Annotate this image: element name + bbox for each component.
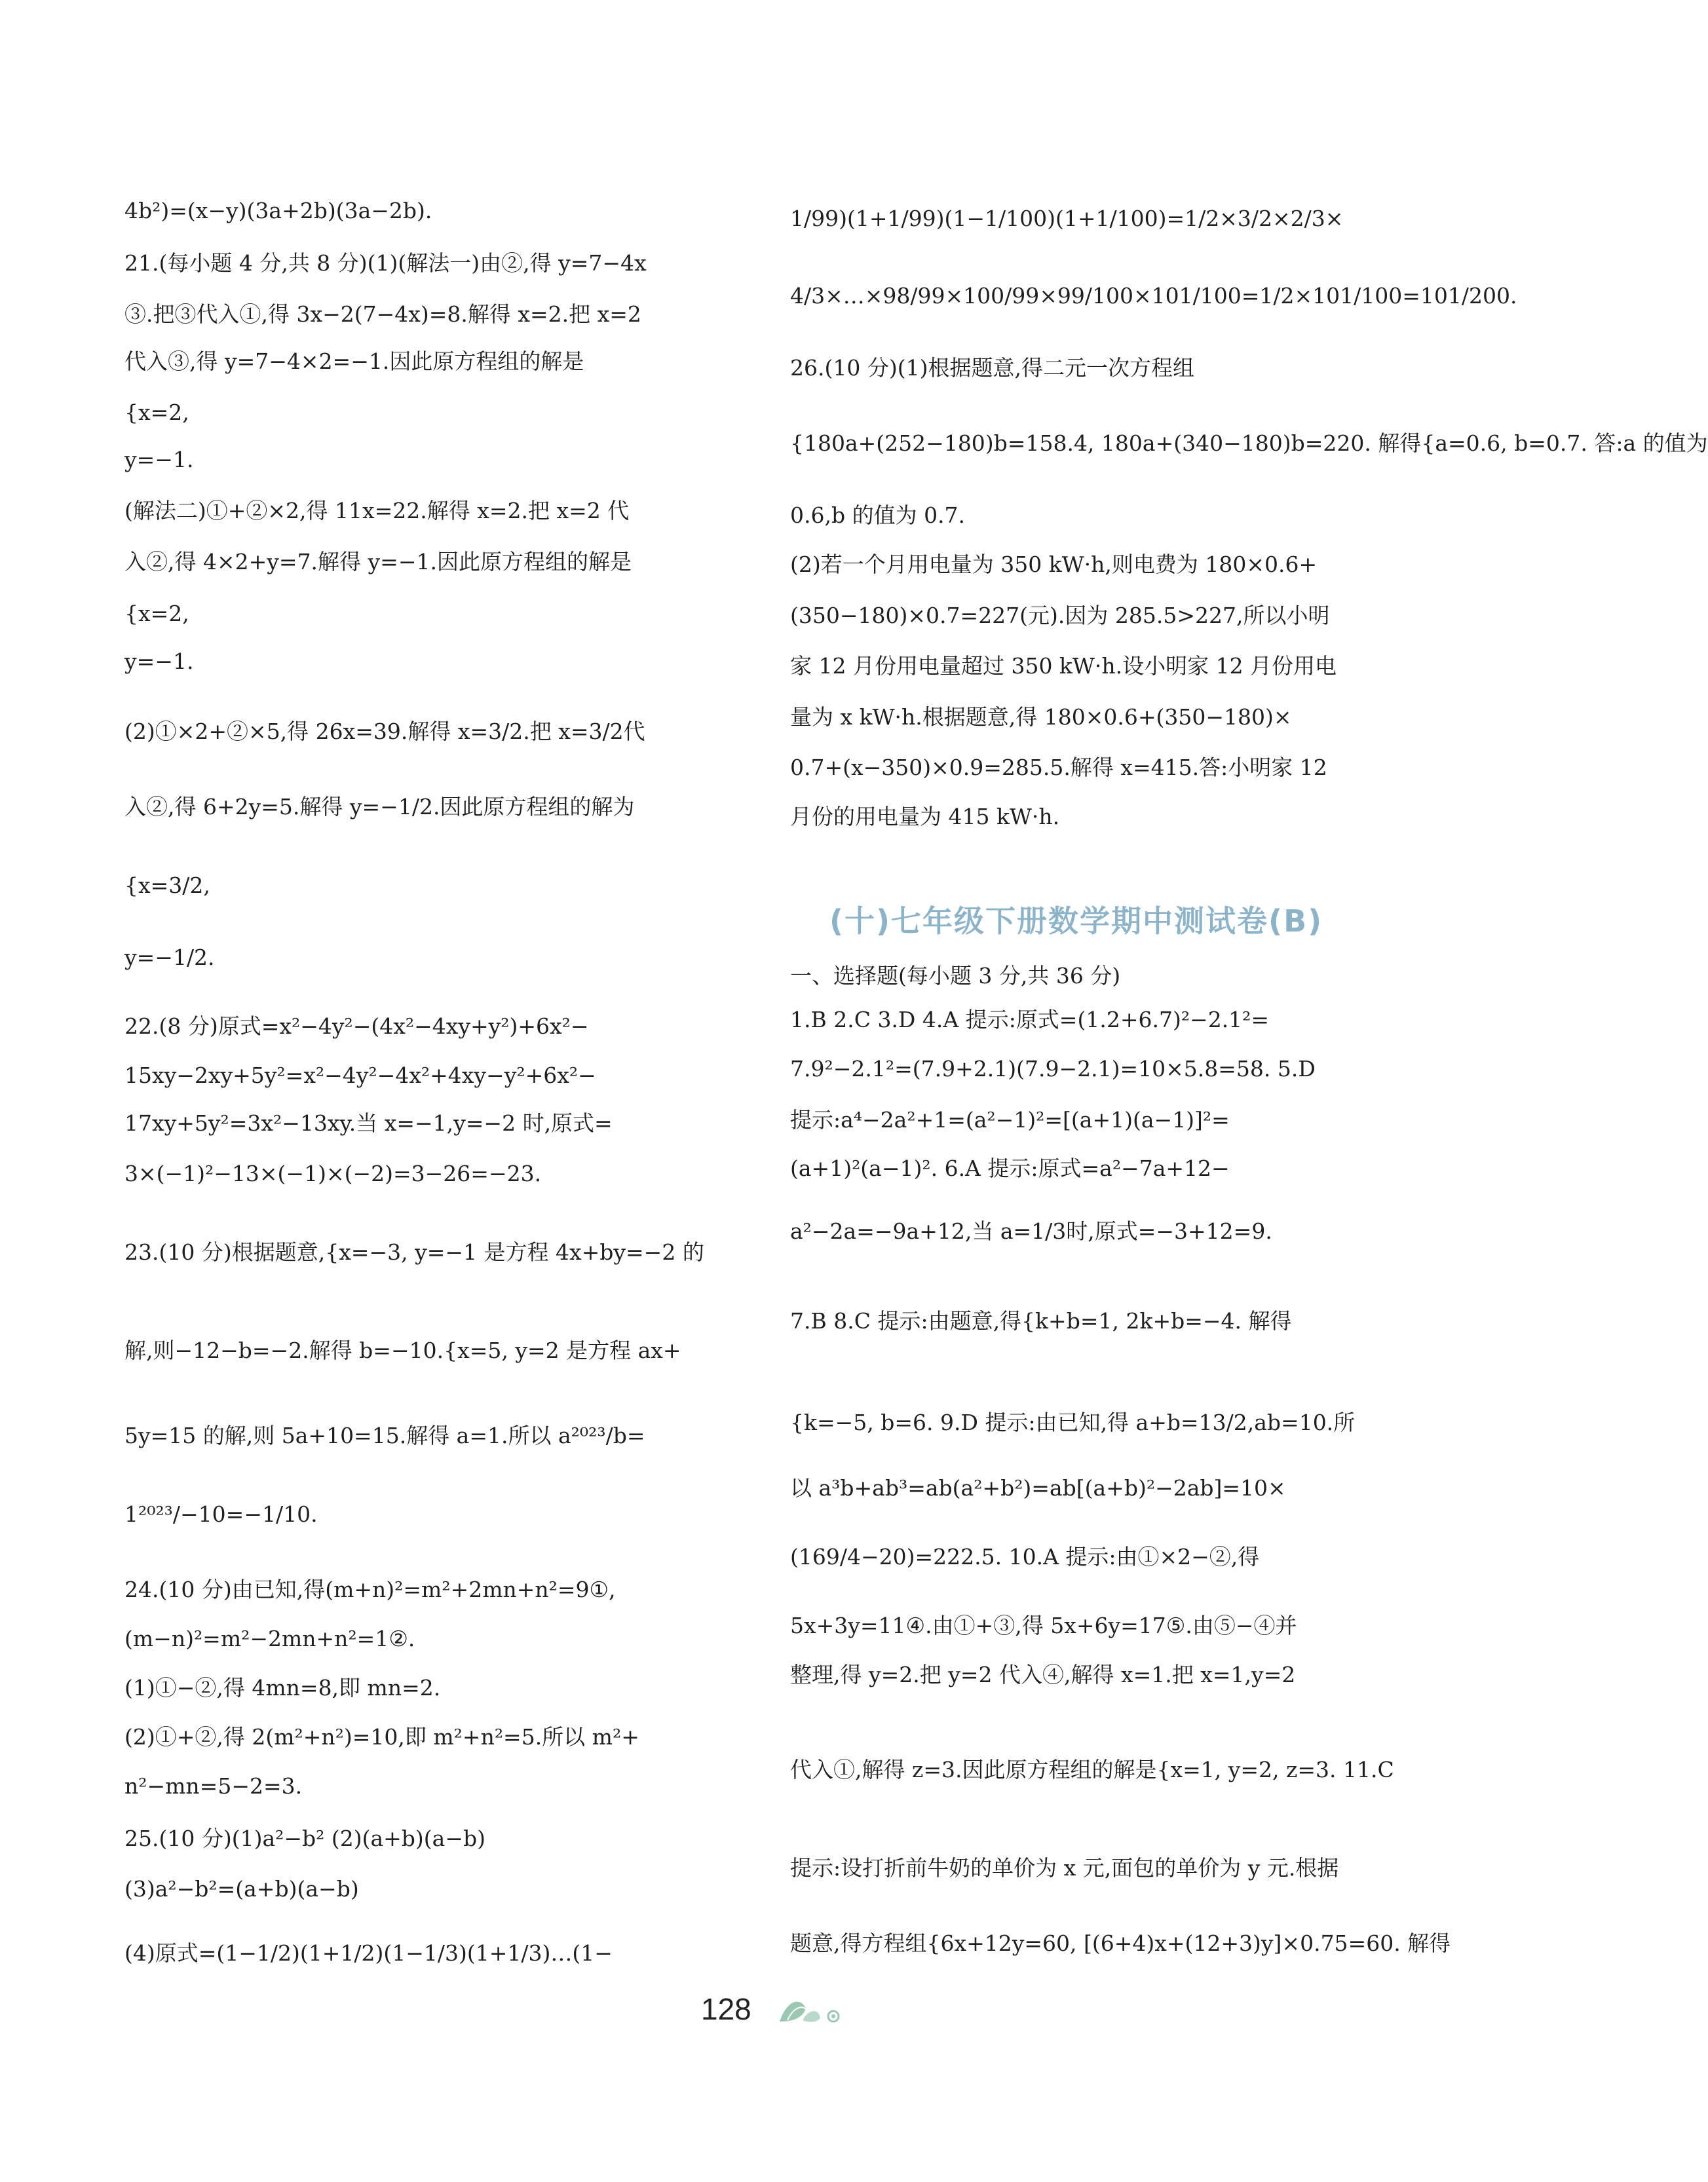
text-line: 量为 x kW·h.根据题意,得 180×0.6+(350−180)×: [790, 704, 1292, 730]
text-line: y=−1/2.: [124, 945, 215, 970]
text-line: 解,则−12−b=−2.解得 b=−10.{x=5, y=2 是方程 ax+: [124, 1338, 681, 1363]
leaf-ornament-icon: [773, 1989, 845, 2028]
text-line: (169/4−20)=222.5. 10.A 提示:由①×2−②,得: [790, 1544, 1260, 1570]
page-number: 128: [701, 1992, 751, 2026]
text-line: (a+1)²(a−1)². 6.A 提示:原式=a²−7a+12−: [790, 1156, 1230, 1181]
text-line: 提示:设打折前牛奶的单价为 x 元,面包的单价为 y 元.根据: [790, 1855, 1339, 1881]
text-line: 一、选择题(每小题 3 分,共 36 分): [790, 963, 1121, 988]
text-line: (解法二)①+②×2,得 11x=22.解得 x=2.把 x=2 代: [124, 498, 630, 523]
text-line: 1/99)(1+1/99)(1−1/100)(1+1/100)=1/2×3/2×2/3×: [790, 206, 1344, 231]
text-line: 题意,得方程组{6x+12y=60, [(6+4)x+(12+3)y]×0.75=60. 解得: [790, 1930, 1451, 1956]
text-line: 22.(8 分)原式=x²−4y²−(4x²−4xy+y²)+6x²−: [124, 1013, 589, 1039]
text-line: a²−2a=−9a+12,当 a=1/3时,原式=−3+12=9.: [790, 1218, 1272, 1244]
text-line: y=−1.: [124, 649, 194, 674]
text-line: 入②,得 4×2+y=7.解得 y=−1.因此原方程组的解是: [124, 549, 632, 574]
text-line: (2)①+②,得 2(m²+n²)=10,即 m²+n²=5.所以 m²+: [124, 1724, 639, 1750]
text-line: (1)①−②,得 4mn=8,即 mn=2.: [124, 1675, 441, 1701]
text-line: 家 12 月份用电量超过 350 kW·h.设小明家 12 月份用电: [790, 653, 1337, 679]
text-line: 1.B 2.C 3.D 4.A 提示:原式=(1.2+6.7)²−2.1²=: [790, 1007, 1270, 1032]
text-line: ③.把③代入①,得 3x−2(7−4x)=8.解得 x=2.把 x=2: [124, 301, 641, 327]
text-line: 整理,得 y=2.把 y=2 代入④,解得 x=1.把 x=1,y=2: [790, 1662, 1296, 1687]
text-line: 月份的用电量为 415 kW·h.: [790, 804, 1060, 829]
text-line: 代入①,解得 z=3.因此原方程组的解是{x=1, y=2, z=3. 11.C: [790, 1757, 1394, 1782]
section-title: (十)七年级下册数学期中测试卷(B): [829, 903, 1323, 939]
text-line: {k=−5, b=6. 9.D 提示:由已知,得 a+b=13/2,ab=10.所: [790, 1410, 1356, 1435]
text-line: 26.(10 分)(1)根据题意,得二元一次方程组: [790, 355, 1194, 381]
text-line: 7.B 8.C 提示:由题意,得{k+b=1, 2k+b=−4. 解得: [790, 1308, 1292, 1334]
text-line: 以 a³b+ab³=ab(a²+b²)=ab[(a+b)²−2ab]=10×: [790, 1475, 1286, 1501]
text-line: 0.6,b 的值为 0.7.: [790, 502, 966, 528]
text-line: 4b²)=(x−y)(3a+2b)(3a−2b).: [124, 198, 432, 223]
text-line: 0.7+(x−350)×0.9=285.5.解得 x=415.答:小明家 12: [790, 755, 1327, 780]
text-line: 24.(10 分)由已知,得(m+n)²=m²+2mn+n²=9①,: [124, 1577, 616, 1602]
text-line: 提示:a⁴−2a²+1=(a²−1)²=[(a+1)(a−1)]²=: [790, 1107, 1230, 1133]
text-line: {x=3/2,: [124, 873, 210, 898]
text-line: (4)原式=(1−1/2)(1+1/2)(1−1/3)(1+1/3)…(1−: [124, 1940, 613, 1966]
text-line: (2)①×2+②×5,得 26x=39.解得 x=3/2.把 x=3/2代: [124, 719, 645, 744]
text-line: 代入③,得 y=7−4×2=−1.因此原方程组的解是: [124, 348, 584, 374]
text-line: {180a+(252−180)b=158.4, 180a+(340−180)b=220. 解得{a=0.6, b=0.7. 答:a 的值为: [790, 430, 1708, 456]
text-line: (2)若一个月用电量为 350 kW·h,则电费为 180×0.6+: [790, 552, 1318, 577]
text-line: 3×(−1)²−13×(−1)×(−2)=3−26=−23.: [124, 1161, 542, 1186]
text-line: 入②,得 6+2y=5.解得 y=−1/2.因此原方程组的解为: [124, 794, 635, 819]
text-line: (m−n)²=m²−2mn+n²=1②.: [124, 1626, 415, 1651]
text-line: (350−180)×0.7=227(元).因为 285.5>227,所以小明: [790, 603, 1330, 628]
text-line: 25.(10 分)(1)a²−b² (2)(a+b)(a−b): [124, 1826, 485, 1851]
text-line: 5y=15 的解,则 5a+10=15.解得 a=1.所以 a²⁰²³/b=: [124, 1423, 645, 1448]
text-line: 15xy−2xy+5y²=x²−4y²−4x²+4xy−y²+6x²−: [124, 1063, 596, 1088]
text-line: 4/3×…×98/99×100/99×99/100×101/100=1/2×101/100=101/200.: [790, 283, 1517, 309]
text-line: (3)a²−b²=(a+b)(a−b): [124, 1876, 359, 1902]
text-line: 17xy+5y²=3x²−13xy.当 x=−1,y=−2 时,原式=: [124, 1110, 613, 1136]
text-line: 7.9²−2.1²=(7.9+2.1)(7.9−2.1)=10×5.8=58. 5.D: [790, 1056, 1316, 1082]
text-line: {x=2,: [124, 400, 189, 425]
text-line: 21.(每小题 4 分,共 8 分)(1)(解法一)由②,得 y=7−4x: [124, 250, 647, 276]
text-line: 1²⁰²³/−10=−1/10.: [124, 1501, 318, 1527]
text-line: {x=2,: [124, 601, 189, 626]
text-line: 5x+3y=11④.由①+③,得 5x+6y=17⑤.由⑤−④并: [790, 1613, 1297, 1638]
text-line: n²−mn=5−2=3.: [124, 1773, 303, 1799]
text-line: y=−1.: [124, 447, 194, 472]
text-line: 23.(10 分)根据题意,{x=−3, y=−1 是方程 4x+by=−2 的: [124, 1239, 704, 1265]
